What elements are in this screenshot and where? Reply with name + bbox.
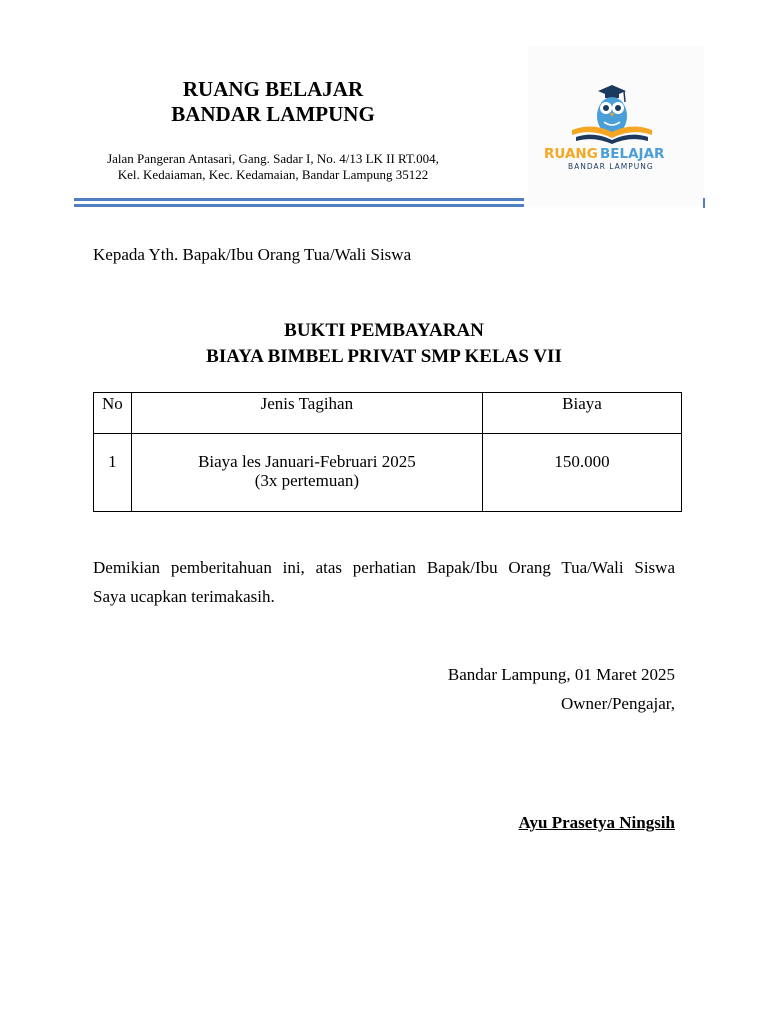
title-line1: BUKTI PEMBAYARAN <box>284 320 484 341</box>
cell-jenis-line2: (3x pertemuan) <box>254 471 360 490</box>
cell-jenis-line1: Biaya les Januari-Februari 2025 <box>198 452 416 471</box>
letterhead-rule-end <box>703 198 705 208</box>
letterhead-rule-thin <box>228 206 524 207</box>
signature-role: Owner/Pengajar, <box>560 694 675 713</box>
document-title <box>93 318 675 370</box>
address-line2: Kel. Kedaiaman, Kec. Kedamaian, Bandar Lampung 35122 <box>117 167 429 182</box>
closing-line2: Saya ucapkan terimakasih. <box>93 587 275 606</box>
logo-subtext: BANDAR LAMPUNG <box>568 162 654 171</box>
owl-books-logo-icon <box>528 46 704 206</box>
cell-jenis-tagihan <box>131 434 482 512</box>
recipient-line: Kepada Yth. Bapak/Ibu Orang Tua/Wali Siswa <box>93 245 412 264</box>
org-name-line2: BANDAR LAMPUNG <box>171 102 375 126</box>
cell-biaya: 150.000 <box>482 434 681 512</box>
logo-wordmark-belajar: BELAJAR <box>600 146 665 162</box>
letterhead-address <box>80 151 466 183</box>
address-line1: Jalan Pangeran Antasari, Gang. Sadar I, No. 4/13 LK II RT.004, <box>107 151 439 166</box>
org-name-line1: RUANG BELAJAR <box>182 77 364 101</box>
closing-paragraph <box>93 553 675 611</box>
header-no: No <box>94 393 132 434</box>
table-header-row <box>94 393 682 434</box>
cell-no: 1 <box>94 434 132 512</box>
letterhead-org-name <box>90 77 456 127</box>
letterhead-rule-top <box>74 198 524 201</box>
signature-place-date: Bandar Lampung, 01 Maret 2025 <box>447 665 675 684</box>
closing-line1: Demikian pemberitahuan ini, atas perhatian Bapak/Ibu Orang Tua/Wali Siswa <box>93 558 675 577</box>
organization-logo <box>528 46 704 206</box>
logo-wordmark-ruang: RUANG <box>544 146 598 162</box>
header-biaya: Biaya <box>482 393 681 434</box>
signature-name: Ayu Prasetya Ningsih <box>518 813 675 832</box>
title-line2: BIAYA BIMBEL PRIVAT SMP KELAS VII <box>206 346 562 367</box>
header-jenis-tagihan: Jenis Tagihan <box>131 393 482 434</box>
billing-table <box>93 392 682 512</box>
table-row <box>94 434 682 512</box>
